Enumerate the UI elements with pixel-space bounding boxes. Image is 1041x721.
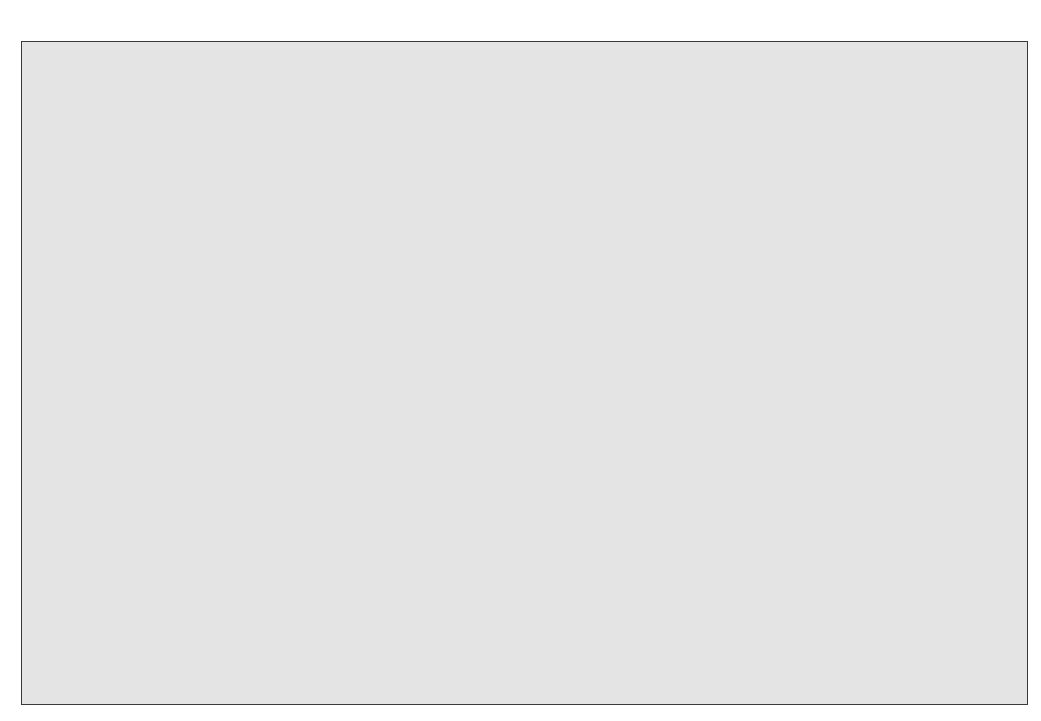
data-table (21, 41, 1028, 705)
